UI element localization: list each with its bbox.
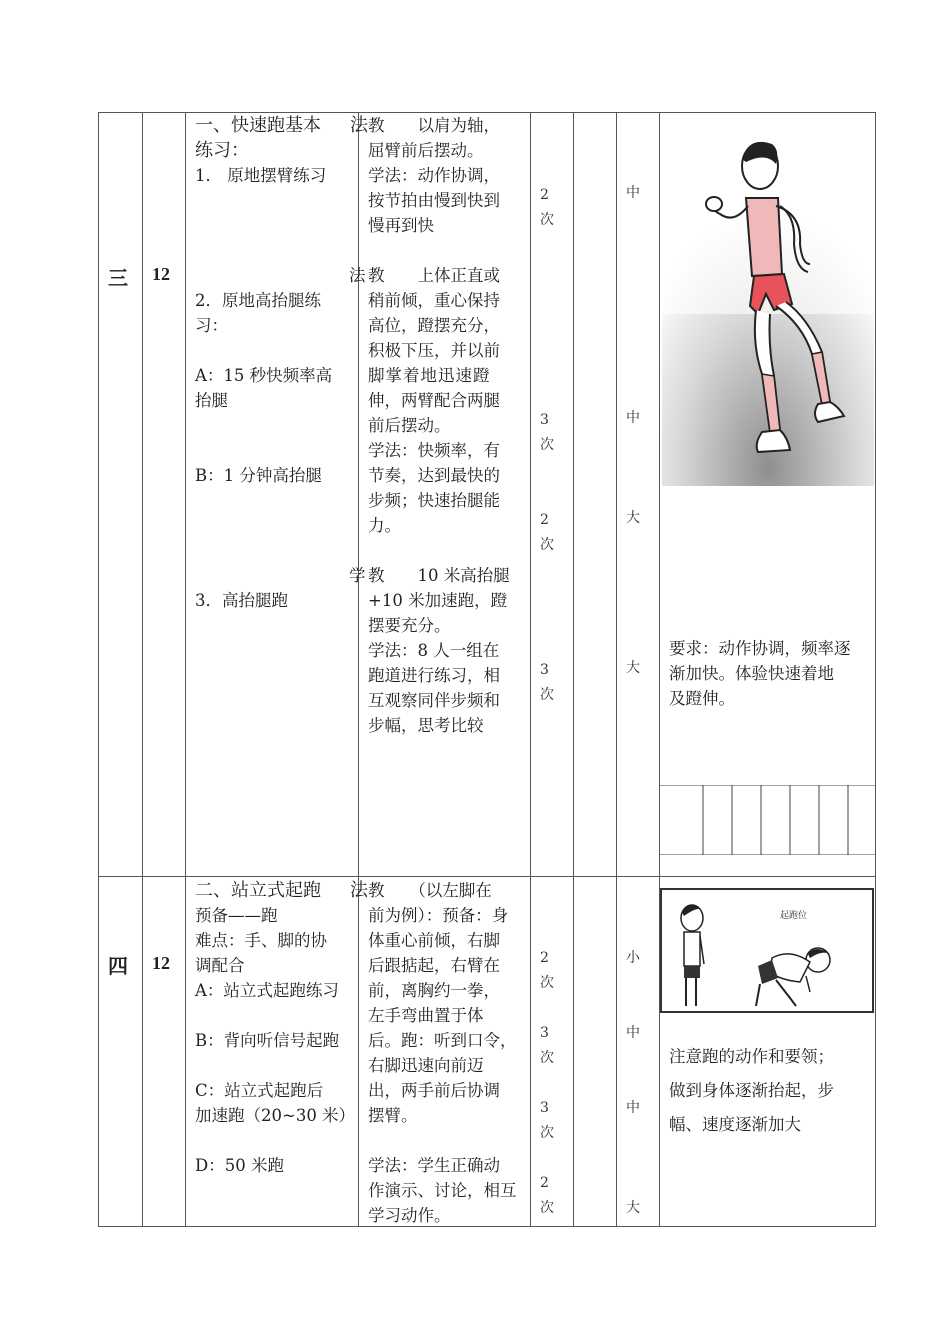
method-line: 学法：学生正确动	[368, 1156, 500, 1175]
content-item: 1． 原地摆臂练习	[195, 166, 327, 185]
times-unit: 次	[540, 1050, 554, 1066]
method-head: 法	[349, 266, 366, 285]
content-title: 二、站立式起跑	[195, 880, 321, 901]
content-line: 预备——跑	[195, 906, 278, 925]
intensity-value: 大	[626, 510, 640, 526]
method-line: 学习动作。	[368, 1206, 451, 1225]
method-line: 后。跑：听到口令，	[368, 1031, 517, 1050]
method-line: 稍前倾，重心保持	[368, 291, 500, 310]
intensity-value: 中	[626, 1025, 640, 1041]
intensity-value: 大	[626, 1200, 640, 1216]
times-unit: 次	[540, 212, 554, 228]
content-title-l2: 练习：	[195, 140, 249, 161]
times-unit: 次	[540, 687, 554, 703]
method-line: 互观察同伴步频和	[368, 691, 500, 710]
times-unit: 次	[540, 975, 554, 991]
times-unit: 次	[540, 1200, 554, 1216]
formation-diagram	[660, 785, 875, 855]
content-line: A：站立式起跑练习	[195, 981, 339, 1000]
content-line: B：背向听信号起跑	[195, 1031, 340, 1050]
method-head: 学	[349, 566, 366, 585]
content-item: 习：	[195, 316, 228, 335]
method-line: 前后摆动。	[368, 416, 451, 435]
content-item: B：1 分钟高抬腿	[195, 466, 322, 485]
method-line: 积极下压，并以前	[368, 341, 500, 360]
times-count: 3	[540, 412, 549, 428]
requirement-text: 渐加快。体验快速着地	[669, 664, 834, 683]
col-border	[659, 112, 660, 1227]
method-line: 节奏，达到最快的	[368, 466, 500, 485]
section-number: 三	[108, 266, 128, 290]
minutes-value: 12	[152, 953, 170, 973]
note-text: 幅、速度逐渐加大	[669, 1115, 801, 1134]
content-line: D：50 米跑	[195, 1156, 284, 1175]
times-unit: 次	[540, 1125, 554, 1141]
method-line: 伸，两臂配合两腿	[368, 391, 500, 410]
method-line: 出，两手前后协调	[368, 1081, 500, 1100]
note-text: 做到身体逐渐抬起，步	[669, 1081, 834, 1100]
method-line: 跑道进行练习，相	[368, 666, 500, 685]
col-border	[573, 112, 574, 1227]
col-border	[530, 112, 531, 1227]
method-line: 屈臂前后摆动。	[368, 141, 484, 160]
method-line: 慢再到快	[368, 216, 434, 235]
method-line: 教 上体正直或	[368, 266, 500, 285]
intensity-value: 中	[626, 1100, 640, 1116]
intensity-value: 中	[626, 185, 640, 201]
col-border	[98, 112, 99, 1227]
method-line: 步频；快速抬腿能	[368, 491, 500, 510]
content-item: 抬腿	[195, 391, 228, 410]
method-line: 高位，蹬摆充分，	[368, 316, 500, 335]
content-title: 一、快速跑基本	[195, 115, 321, 136]
times-count: 2	[540, 512, 549, 528]
times-unit: 次	[540, 437, 554, 453]
method-line: 教 10 米高抬腿	[368, 566, 510, 585]
method-line: 力。	[368, 516, 401, 535]
note-text: 注意跑的动作和要领；	[669, 1047, 834, 1066]
requirement-text: 要求：动作协调，频率逐	[669, 639, 851, 658]
figure-label: 起跑位	[780, 911, 808, 921]
method-line: 前为例）：预备：身	[368, 906, 509, 925]
content-item: 2．原地高抬腿练	[195, 291, 321, 310]
section-number: 四	[108, 954, 128, 978]
method-head: 法	[350, 115, 368, 136]
row-divider	[98, 876, 876, 877]
minutes-value: 12	[152, 264, 170, 284]
col-border	[185, 112, 186, 1227]
times-unit: 次	[540, 537, 554, 553]
method-line: 摆臂。	[368, 1106, 418, 1125]
method-line: 步幅，思考比较	[368, 716, 484, 735]
standing-start-illustration	[660, 888, 874, 1013]
method-line: +10 米加速跑，蹬	[368, 591, 508, 610]
times-count: 3	[540, 1100, 549, 1116]
content-line: C：站立式起跑后	[195, 1081, 324, 1100]
times-count: 2	[540, 187, 549, 203]
times-count: 3	[540, 1025, 549, 1041]
method-line: 教 （以左脚在	[368, 881, 492, 900]
times-count: 2	[540, 950, 549, 966]
method-line: 学法：8 人一组在	[368, 641, 500, 660]
content-line: 加速跑（20~30 米）	[195, 1106, 356, 1125]
method-line: 学法：快频率，有	[368, 441, 500, 460]
method-line: 学法：动作协调，	[368, 166, 500, 185]
content-item: 3．高抬腿跑	[195, 591, 288, 610]
method-line: 体重心前倾，右脚	[368, 931, 500, 950]
intensity-value: 大	[626, 660, 640, 676]
content-item: A：15 秒快频率高	[195, 366, 333, 385]
method-line: 脚掌着地迅速蹬	[368, 366, 491, 385]
method-line: 摆要充分。	[368, 616, 451, 635]
method-head: 法	[350, 880, 368, 901]
col-border	[875, 112, 876, 1227]
method-line: 按节拍由慢到快到	[368, 191, 500, 210]
method-line: 后跟掂起，右臂在	[368, 956, 500, 975]
content-line: 难点：手、脚的协	[195, 931, 327, 950]
method-line: 作演示、讨论，相互	[368, 1181, 517, 1200]
method-line: 左手弯曲置于体	[368, 1006, 484, 1025]
method-line: 前，离胸约一拳，	[368, 981, 500, 1000]
runner-illustration	[662, 114, 874, 486]
col-border	[142, 112, 143, 1227]
content-line: 调配合	[195, 956, 245, 975]
intensity-value: 中	[626, 410, 640, 426]
intensity-value: 小	[626, 950, 640, 966]
col-border	[616, 112, 617, 1227]
requirement-text: 及蹬伸。	[669, 689, 735, 708]
times-count: 3	[540, 662, 549, 678]
method-line: 教 以肩为轴，	[368, 116, 500, 135]
row2-bottom-border	[98, 1226, 876, 1227]
times-count: 2	[540, 1175, 549, 1191]
method-line: 右脚迅速向前迈	[368, 1056, 484, 1075]
